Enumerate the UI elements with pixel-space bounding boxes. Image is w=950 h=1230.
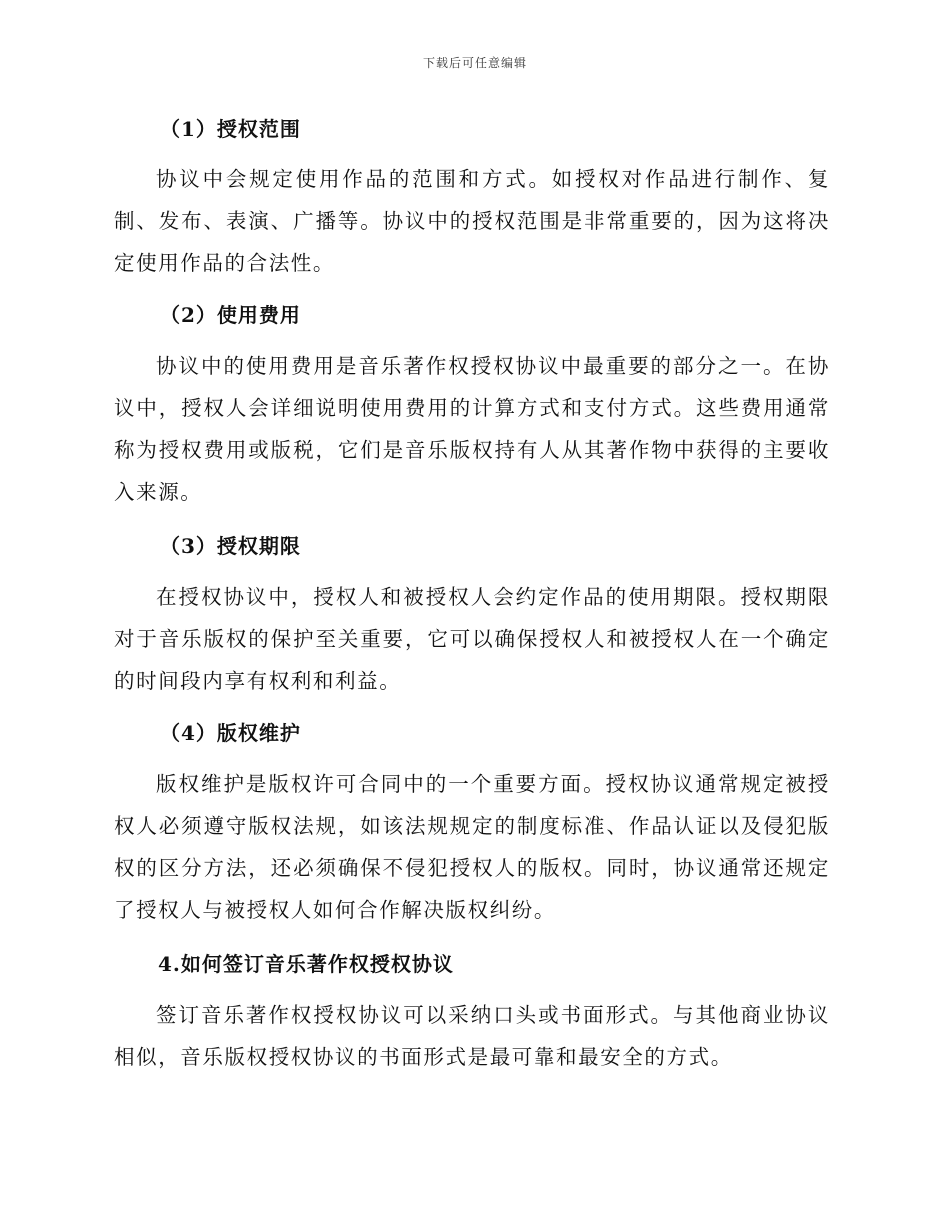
section-paragraph-term: 在授权协议中，授权人和被授权人会约定作品的使用期限。授权期限对于音乐版权的保护至关重要，它可以确保授权人和被授权人在一个确定的时间段内享有权利和利益。: [114, 585, 830, 693]
section-paragraph-fees: 协议中的使用费用是音乐著作权授权协议中最重要的部分之一。在协议中，授权人会详细说明使用费用的计算方式和支付方式。这些费用通常称为授权费用或版税，它们是音乐版权持有人从其著作物中获得的主要收入来源。: [114, 354, 830, 504]
section-heading-fees: （2）使用费用: [160, 303, 301, 327]
section-paragraph-maintenance: 版权维护是版权许可合同中的一个重要方面。授权协议通常规定被授权人必须遵守版权法规，如该法规规定的制度标准、作品认证以及侵犯版权的区分方法，还必须确保不侵犯授权人的版权。同时，协议通常还规定了授权人与被授权人如何合作解决版权纠纷。: [114, 772, 830, 922]
section-heading-how-to-sign: 4.如何签订音乐著作权授权协议: [158, 952, 454, 976]
section-heading-scope: （1）授权范围: [160, 117, 301, 141]
section-paragraph-scope: 协议中会规定使用作品的范围和方式。如授权对作品进行制作、复制、发布、表演、广播等。协议中的授权范围是非常重要的，因为这将决定使用作品的合法性。: [114, 167, 830, 275]
section-heading-term: （3）授权期限: [160, 534, 301, 558]
section-heading-maintenance: （4）版权维护: [160, 721, 301, 745]
section-paragraph-how-to-sign: 签订音乐著作权授权协议可以采纳口头或书面形式。与其他商业协议相似，音乐版权授权协议的书面形式是最可靠和最安全的方式。: [114, 1003, 830, 1069]
page-header-note: 下载后可任意编辑: [422, 56, 527, 70]
